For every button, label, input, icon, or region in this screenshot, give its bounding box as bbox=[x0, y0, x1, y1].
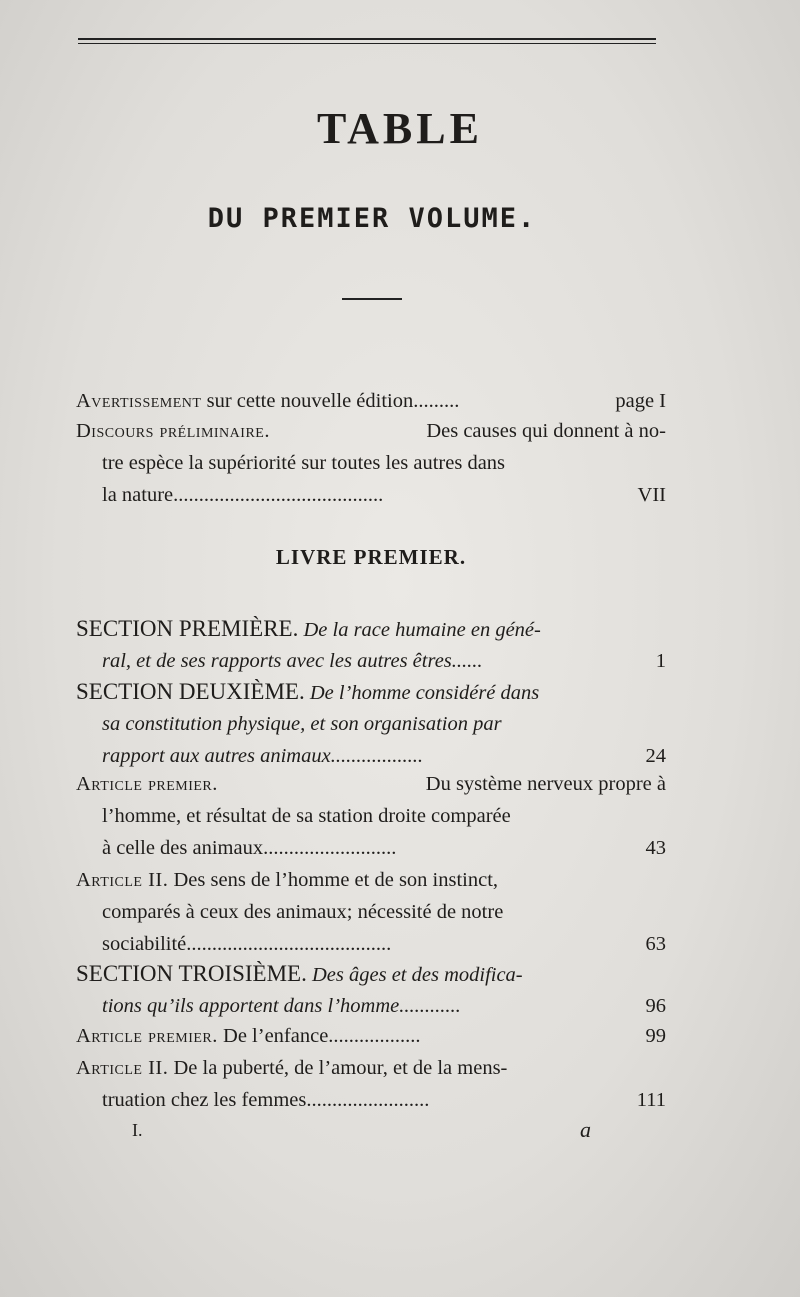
toc-entry-discours bbox=[76, 415, 666, 511]
entry-lead: SECTION PREMIÈRE. bbox=[76, 616, 299, 641]
entry-text: De la puberté, de l’amour, et de la mens- bbox=[173, 1057, 508, 1079]
entry-text: Des sens de l’homme et de son instinct, bbox=[173, 869, 499, 891]
entry-lead: Discours préliminaire. bbox=[76, 420, 270, 442]
entry-text: truation chez les femmes........................ bbox=[102, 1089, 430, 1111]
toc-entry-article-puberte bbox=[76, 1052, 666, 1116]
entry-lead: Article II. bbox=[76, 869, 169, 891]
entry-lead: SECTION TROISIÈME. bbox=[76, 961, 307, 986]
entry-text: Des causes qui donnent à no- bbox=[426, 420, 666, 442]
entry-text: la nature......................................... bbox=[102, 484, 384, 506]
entry-text: rapport aux autres animaux.................. bbox=[102, 745, 423, 767]
signature-mark: I. bbox=[132, 1120, 143, 1140]
entry-lead: SECTION DEUXIÈME. bbox=[76, 679, 305, 704]
entry-page: 1 bbox=[655, 650, 666, 672]
toc-entry-article-2 bbox=[76, 864, 666, 960]
entry-page: 63 bbox=[645, 933, 666, 955]
toc-entry-article-1 bbox=[76, 768, 666, 864]
toc-entry-article-enfance bbox=[76, 1020, 666, 1052]
entry-lead: Article premier. bbox=[76, 773, 218, 795]
entry-page: 99 bbox=[645, 1025, 666, 1047]
toc-entry-section-2 bbox=[76, 676, 666, 772]
book-heading: LIVRE PREMIER. bbox=[275, 545, 467, 569]
entry-text: Des âges et des modifica- bbox=[311, 964, 523, 986]
top-rule bbox=[78, 38, 656, 44]
entry-text: tre espèce la supériorité sur toutes les autres dans bbox=[102, 452, 506, 474]
entry-page: 43 bbox=[645, 837, 666, 859]
entry-text: Du système nerveux propre à bbox=[425, 773, 666, 795]
entry-lead: Article II. bbox=[76, 1057, 169, 1079]
toc-entry-section-1 bbox=[76, 613, 666, 677]
entry-page: 111 bbox=[636, 1089, 666, 1111]
entry-text: tions qu’ils apportent dans l’homme............ bbox=[102, 995, 461, 1017]
entry-page: 96 bbox=[645, 995, 666, 1017]
entry-lead: Avertissement bbox=[76, 390, 202, 412]
entry-text: sa constitution physique, et son organisation par bbox=[102, 713, 502, 735]
page-title: TABLE bbox=[317, 104, 483, 153]
entry-page: 24 bbox=[645, 745, 666, 767]
entry-text: ral, et de ses rapports avec les autres êtres...... bbox=[102, 650, 483, 672]
entry-text: sur cette nouvelle édition......... bbox=[206, 390, 460, 412]
entry-text: à celle des animaux.......................... bbox=[102, 837, 397, 859]
entry-text: De l’homme considéré dans bbox=[309, 682, 540, 704]
page-subtitle: DU PREMIER VOLUME. bbox=[207, 203, 537, 234]
entry-text: l’homme, et résultat de sa station droite comparée bbox=[102, 805, 511, 827]
entry-page: VII bbox=[637, 484, 666, 506]
entry-page: page I bbox=[615, 390, 666, 412]
toc-entry-section-3 bbox=[76, 958, 666, 1022]
entry-text: De l’enfance.................. bbox=[223, 1025, 421, 1047]
toc-entry-avertissement bbox=[76, 385, 666, 417]
entry-text: comparés à ceux des animaux; nécessité de notre bbox=[102, 901, 504, 923]
entry-text: sociabilité........................................ bbox=[102, 933, 392, 955]
entry-text: De la race humaine en géné- bbox=[303, 619, 541, 641]
gathering-mark: a bbox=[580, 1117, 591, 1142]
entry-lead: Article premier. bbox=[76, 1025, 218, 1047]
divider bbox=[342, 298, 402, 300]
